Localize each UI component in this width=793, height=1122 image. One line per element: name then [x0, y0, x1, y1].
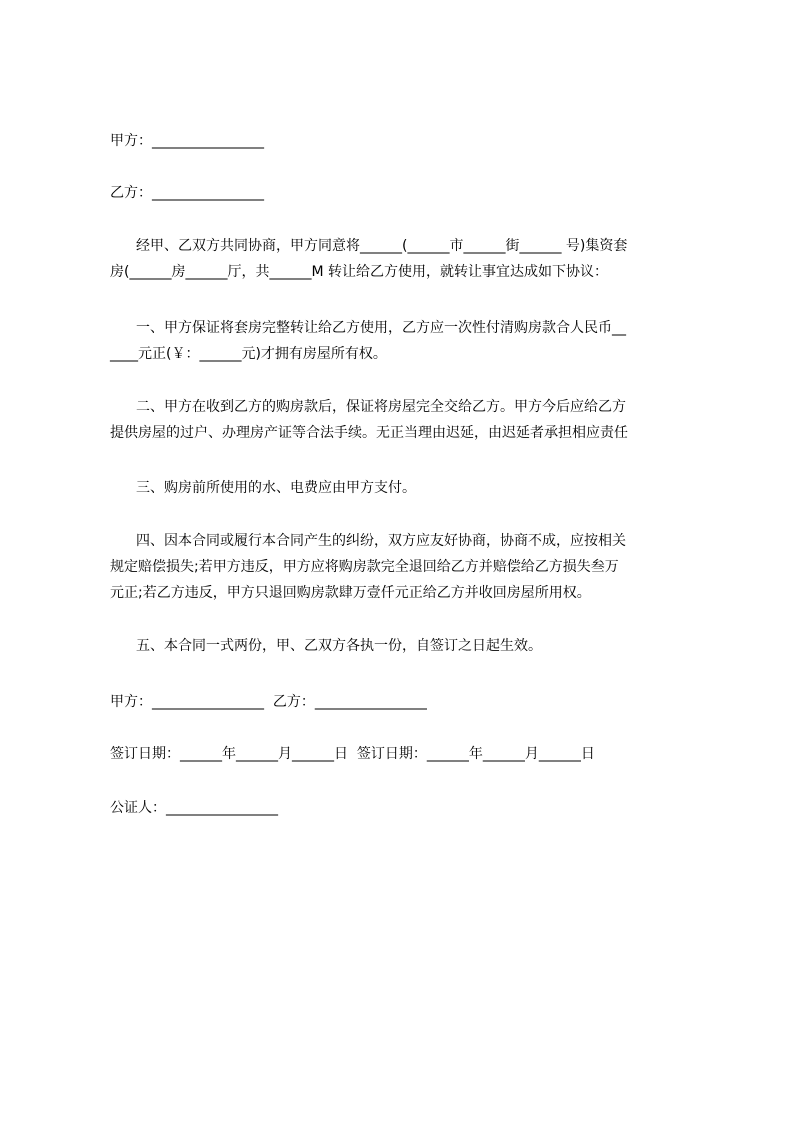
clause-1-line-2: ____元正(￥：______元)才拥有房屋所有权。 [110, 346, 387, 362]
signature-dates: 签订日期：______年______月______日 签订日期：______年______月______日 [110, 746, 595, 762]
clause-2-line-1: 二、甲方在收到乙方的购房款后，保证将房屋完全交给乙方。甲方今后应给乙方 [136, 399, 626, 415]
clause-2 [110, 394, 710, 446]
intro-paragraph [110, 233, 710, 285]
party-a-field: 甲方：________________ [110, 133, 264, 149]
clause-4-line-1: 四、因本合同或履行本合同产生的纠纷，双方应友好协商，协商不成，应按相关 [136, 533, 626, 549]
clause-1 [110, 315, 710, 367]
clause-1-line-1: 一、甲方保证将套房完整转让给乙方使用，乙方应一次性付清购房款合人民币__ [136, 320, 626, 336]
clause-4 [110, 528, 710, 606]
clause-3: 三、购房前所使用的水、电费应由甲方支付。 [136, 480, 416, 496]
signature-parties: 甲方：________________ 乙方：________________ [110, 694, 427, 710]
intro-line-1: 经甲、乙双方共同协商，甲方同意将______(______市______街______ 号)集资套 [136, 238, 628, 254]
clause-4-line-3: 元正;若乙方违反，甲方只退回购房款肆万壹仟元正给乙方并收回房屋所用权。 [110, 585, 591, 601]
clause-5: 五、本合同一式两份，甲、乙双方各执一份，自签订之日起生效。 [136, 638, 542, 654]
clause-2-line-2: 提供房屋的过户、办理房产证等合法手续。无正当理由迟延，由迟延者承担相应责任 [110, 425, 628, 441]
intro-line-2: 房(______房______厅，共______M 转让给乙方使用，就转让事宜达成如下协议： [110, 264, 608, 280]
notary-field: 公证人：________________ [110, 800, 278, 816]
party-b-field: 乙方：________________ [110, 185, 264, 201]
clause-4-line-2: 规定赔偿损失;若甲方违反，甲方应将购房款完全退回给乙方并赔偿给乙方损失叁万 [110, 559, 619, 575]
